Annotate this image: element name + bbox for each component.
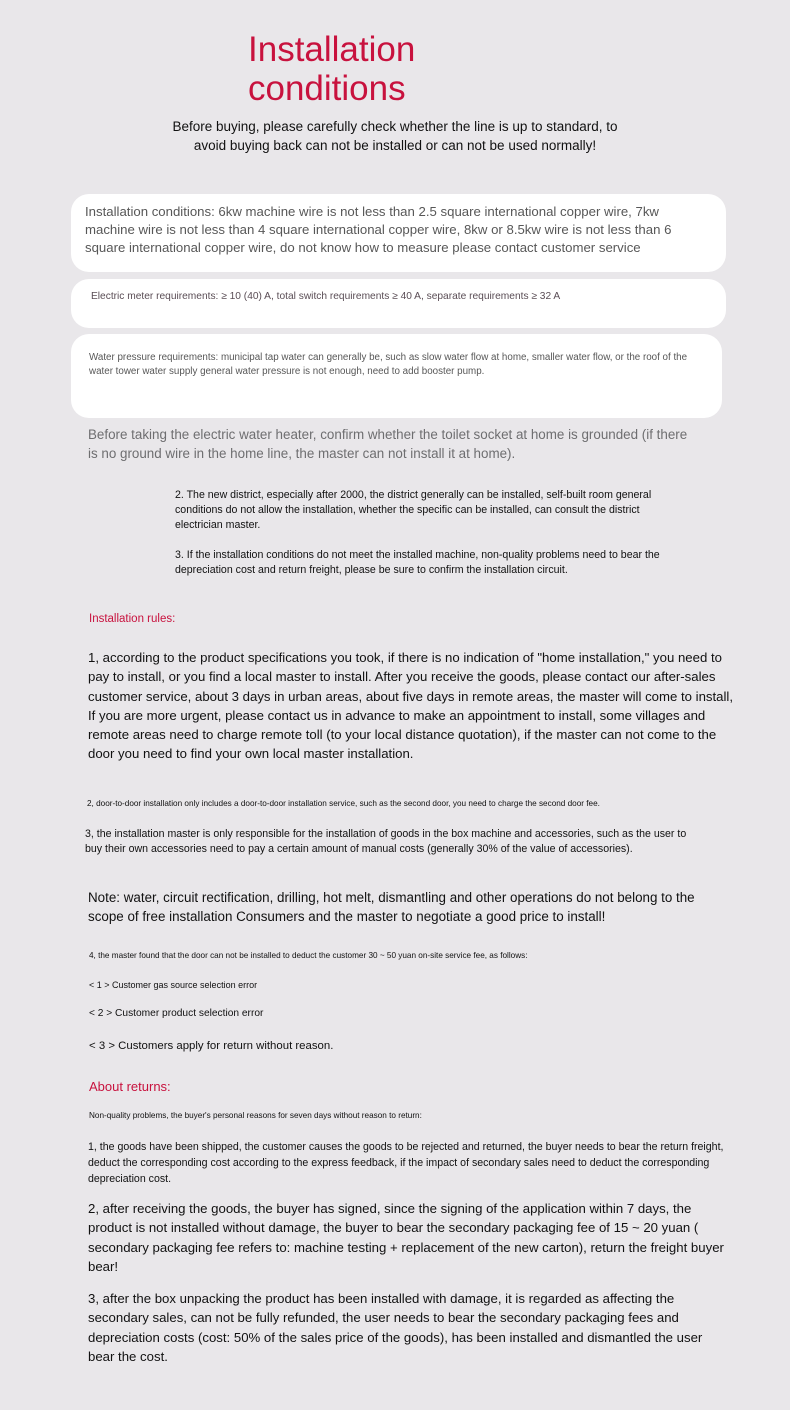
subtitle-warning: Before buying, please carefully check whether the line is up to standard, to avoid buying back can not be installed or can not be used normally! — [172, 119, 618, 153]
meter-requirements-text: Electric meter requirements: ≥ 10 (40) A, total switch requirements ≥ 40 A, separate requirements ≥ 32 A — [91, 291, 561, 302]
rule-3: 3, the installation master is only responsible for the installation of goods in the box machine and accessories, such as the user to buy their own accessories need to pay a certain amount of manual costs (generally 30% of the value of accessories). — [85, 828, 687, 855]
water-pressure-card — [71, 334, 722, 418]
district-notice: 2. The new district, especially after 2000, the district generally can be installed, self-built room general conditions do not allow the installation, whether the specific can be installed, can consult the district electrician master. — [175, 489, 652, 531]
reason-item: < 3 > Customers apply for return without reason. — [89, 1040, 334, 1052]
return-item-1: 1, the goods have been shipped, the customer causes the goods to be rejected and returned, the buyer needs to bear the return freight, deduct the corresponding cost according to the express feedback, if the impact of secondary sales need to deduct the corresponding depreciation cost. — [88, 1141, 724, 1185]
water-pressure-text: Water pressure requirements: municipal tap water can generally be, such as slow water flow at home, smaller water flow, or the roof of the water tower water supply general water pressure is not enough, need to add booster pump. — [89, 352, 688, 377]
return-item-2: 2, after receiving the goods, the buyer has signed, since the signing of the application within 7 days, the product is not installed without damage, the buyer to bear the secondary packaging fee of 15 ~ 20 yuan ( secondary packaging fee refers to: machine testing + replacement of the new carton), return the freight buyer bear! — [88, 1201, 724, 1274]
grounding-notice: Before taking the electric water heater, confirm whether the toilet socket at home is grounded (if there is no ground wire in the home line, the master can not install it at home). — [88, 427, 688, 461]
wire-requirements-card — [71, 194, 726, 272]
wire-requirements-text: Installation conditions: 6kw machine wire is not less than 2.5 square international copper wire, 7kw machine wire is not less than 4 square international copper wire, 8kw or 8.5kw wire is not less than 6 square international copper wire, do not know how to measure please contact customer service — [85, 204, 672, 255]
installation-note: Note: water, circuit rectification, drilling, hot melt, dismantling and other operations do not belong to the scope of free installation Consumers and the master to negotiate a good price to install! — [88, 890, 695, 924]
return-item-3: 3, after the box unpacking the product has been installed with damage, it is regarded as affecting the secondary sales, can not be fully refunded, the user needs to bear the secondary packaging fees and depreciation costs (cost: 50% of the sales price of the goods), has been installed and dismantled the user bear the cost. — [88, 1291, 703, 1364]
returns-intro: Non-quality problems, the buyer's personal reasons for seven days without reason to return: — [89, 1111, 422, 1120]
reason-item: < 1 > Customer gas source selection error — [89, 980, 258, 990]
meter-requirements-card — [71, 279, 726, 328]
rule-4: 4, the master found that the door can not be installed to deduct the customer 30 ~ 50 yuan on-site service fee, as follows: — [89, 951, 528, 960]
conditions-notice: 3. If the installation conditions do not meet the installed machine, non-quality problems need to bear the depreciation cost and return freight, please be sure to confirm the installation circuit. — [175, 549, 660, 576]
returns-heading: About returns: — [89, 1079, 171, 1094]
rule-1: 1, according to the product specifications you took, if there is no indication of "home installation," you need to pay to install, or you find a local master to install. After you receive the goods, please contact our after-sales customer service, about 3 days in urban areas, about five days in remote areas, the master will come to install, If you are more urgent, please contact us in advance to make an appointment to install, some villages and remote areas need to charge remote toll (to your local distance quotation), if the master can not come to the door you need to find your own local master installation. — [88, 650, 734, 762]
installation-rules-heading: Installation rules: — [89, 613, 176, 625]
reason-item: < 2 > Customer product selection error — [89, 1008, 264, 1019]
page-title: Installation conditions — [248, 30, 416, 108]
rule-2: 2, door-to-door installation only includes a door-to-door installation service, such as the second door, you need to charge the second door fee. — [87, 799, 600, 808]
